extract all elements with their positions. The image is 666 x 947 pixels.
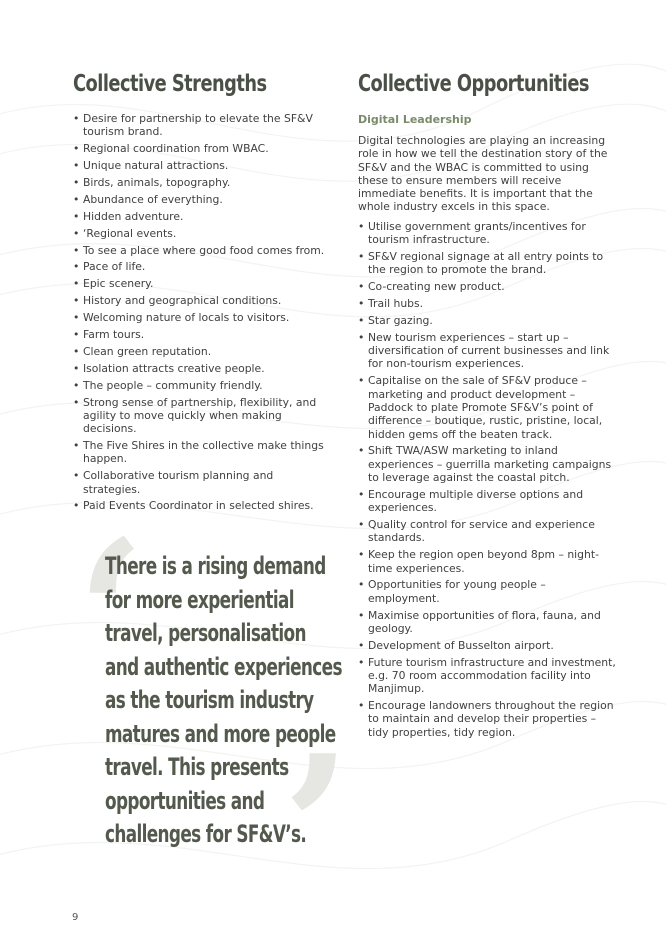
strength-item: • Strong sense of partnership, flexibility, and agility to move quickly when making decisions. xyxy=(73,396,331,436)
opportunity-item: • New tourism experiences – start up – diversification of current businesses and link for non-tourism experiences. xyxy=(358,331,618,371)
strength-item: • Epic scenery. xyxy=(73,277,331,290)
strength-item: • Regional coordination from WBAC. xyxy=(73,142,331,155)
strength-item: • Welcoming nature of locals to visitors. xyxy=(73,311,331,324)
pull-quote-line: and authentic experiences xyxy=(105,652,342,681)
opportunity-item: • Quality control for service and experience standards. xyxy=(358,518,618,545)
strength-item: • Hidden adventure. xyxy=(73,210,331,223)
opportunity-item: • Development of Busselton airport. xyxy=(358,639,618,652)
pull-quote-line: as the tourism industry xyxy=(105,686,314,714)
strength-item: • Pace of life. xyxy=(73,260,331,273)
strengths-heading: Collective Strengths xyxy=(73,71,267,97)
opportunity-item: • Trail hubs. xyxy=(358,297,618,310)
strength-item: • Collaborative tourism planning and strategies. xyxy=(73,469,331,496)
opportunity-item: • Opportunities for young people – employment. xyxy=(358,578,618,605)
opportunity-item: • Encourage multiple diverse options and experiences. xyxy=(358,488,618,515)
pull-quote-line: for more experiential xyxy=(105,585,294,614)
opportunity-item: • Shift TWA/ASW marketing to inland experiences – guerrilla marketing campaigns to leverage against the coastal pitch. xyxy=(358,444,618,484)
opportunity-item: • Capitalise on the sale of SF&V produce – marketing and product development – Paddock to plate Promote SF&V’s point of difference – boutique, rustic, pristine, local, hidden gems off the beaten track. xyxy=(358,374,618,440)
page-number: 9 xyxy=(72,912,79,923)
opportunity-item: • Maximise opportunities of flora, fauna, and geology. xyxy=(358,609,618,636)
opportunity-item: • Utilise government grants/incentives for tourism infrastructure. xyxy=(358,220,618,247)
opportunities-heading: Collective Opportunities xyxy=(358,71,590,97)
strength-item: • The Five Shires in the collective make things happen. xyxy=(73,439,331,466)
digital-leadership-subheading: Digital Leadership xyxy=(358,113,472,126)
pull-quote-line: opportunities and xyxy=(105,786,265,815)
opportunity-item: • Star gazing. xyxy=(358,314,618,327)
strength-item: • Paid Events Coordinator in selected shires. xyxy=(73,499,331,512)
strengths-column xyxy=(73,70,331,516)
strength-item: • History and geographical conditions. xyxy=(73,294,331,307)
strength-item: • Abundance of everything. xyxy=(73,193,331,206)
strengths-list xyxy=(73,112,331,513)
strength-item: • Desire for partnership to elevate the SF&V tourism brand. xyxy=(73,112,331,139)
opportunity-item: • Keep the region open beyond 8pm – night-time experiences. xyxy=(358,548,618,575)
pull-quote-line: matures and more people xyxy=(105,719,336,748)
opportunity-item: • Co-creating new product. xyxy=(358,280,618,293)
strength-item: • Unique natural attractions. xyxy=(73,159,331,172)
pull-quote-line: challenges for SF&V’s. xyxy=(105,820,307,848)
strength-item: • The people – community friendly. xyxy=(73,379,331,392)
open-quote-mark: ‘ xyxy=(76,497,146,732)
close-quote-mark: ’ xyxy=(282,712,352,947)
pull-quote-line: travel. This presents xyxy=(105,753,289,781)
opportunities-column xyxy=(358,70,618,743)
strength-item: • ‘Regional events. xyxy=(73,227,331,240)
opportunity-item: • Future tourism infrastructure and investment, e.g. 70 room accommodation facility into Manjimup. xyxy=(358,656,618,696)
strength-item: • Clean green reputation. xyxy=(73,345,331,358)
strength-item: • Birds, animals, topography. xyxy=(73,176,331,189)
pull-quote-line: travel, personalisation xyxy=(105,619,306,647)
strength-item: • To see a place where good food comes from. xyxy=(73,244,331,257)
strength-item: • Farm tours. xyxy=(73,328,331,341)
pull-quote-text xyxy=(105,550,342,852)
digital-leadership-intro: Digital technologies are playing an increasing role in how we tell the destination story of the SF&V and the WBAC is committed to using these to ensure members will receive immediate benefits. It is important that the whole industry excels in this space. xyxy=(358,134,608,214)
pull-quote-line: There is a rising demand xyxy=(105,552,326,580)
opportunity-item: • SF&V regional signage at all entry points to the region to promote the brand. xyxy=(358,250,618,277)
strength-item: • Isolation attracts creative people. xyxy=(73,362,331,375)
opportunity-item: • Encourage landowners throughout the region to maintain and develop their properties – tidy properties, tidy region. xyxy=(358,699,618,739)
opportunities-list xyxy=(358,220,618,739)
